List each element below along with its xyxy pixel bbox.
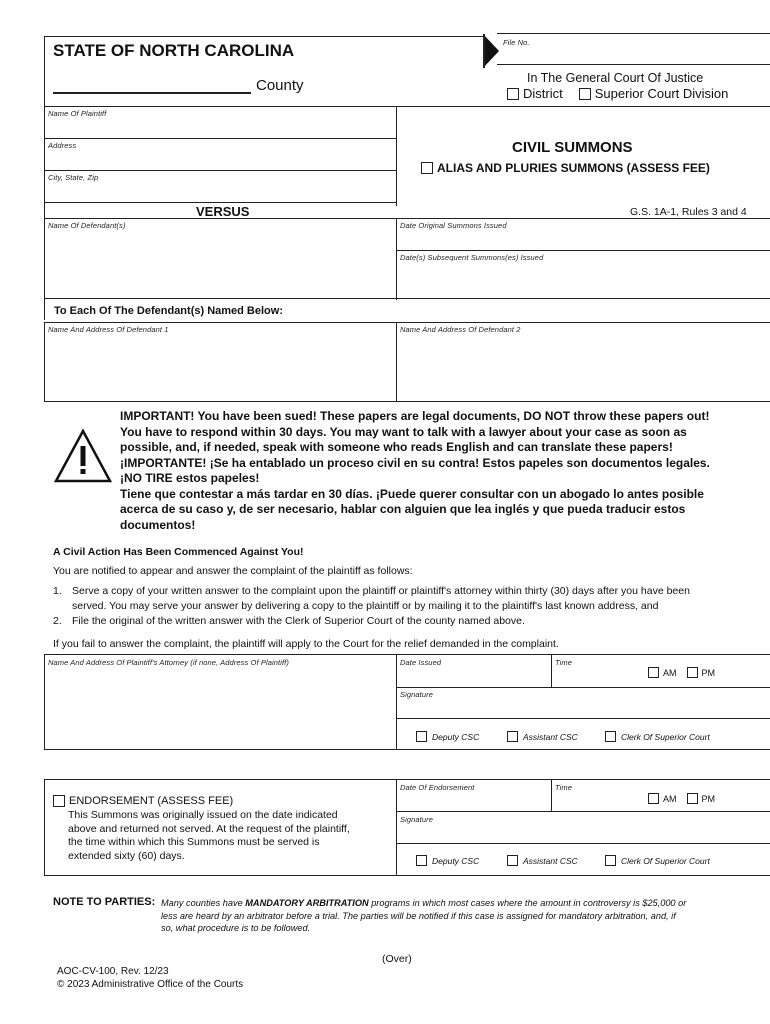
endorsement-assistant-checkbox[interactable] (507, 855, 518, 866)
gs-rule: G.S. 1A-1, Rules 3 and 4 (630, 206, 747, 218)
over-label: (Over) (382, 953, 412, 965)
pm-checkbox[interactable] (687, 667, 698, 678)
important-es-5: documentos! (120, 517, 196, 532)
endorsement-line-4: extended sixty (60) days. (68, 849, 185, 862)
county-blank-line[interactable] (53, 92, 251, 94)
district-label: District (523, 86, 563, 101)
pm-label: PM (701, 667, 715, 678)
court-title: In The General Court Of Justice (527, 71, 704, 85)
form-number: AOC-CV-100, Rev. 12/23 (57, 966, 169, 977)
superior-checkbox[interactable] (579, 88, 591, 100)
time-label: Time (555, 658, 573, 667)
endorsement-line-3: the time within which this Summons must be served is (68, 836, 320, 848)
district-checkbox[interactable] (507, 88, 519, 100)
item2-text: File the original of the written answer with the Clerk of Superior Court of the county named above. (72, 615, 525, 627)
address-label: Address (48, 141, 77, 150)
defendants-heading: To Each Of The Defendant(s) Named Below: (54, 305, 283, 317)
action-heading: A Civil Action Has Been Commenced Against You! (53, 546, 304, 558)
defendant1-label: Name And Address Of Defendant 1 (48, 325, 169, 334)
endorsement-deputy-checkbox[interactable] (416, 855, 427, 866)
am-label: AM (663, 667, 677, 678)
endorsement-assistant-label: Assistant CSC (523, 855, 578, 866)
note-line-2: less are heard by an arbitrator before a trial. The parties will be notified if this case is assigned for mandatory arbitration, and, if (161, 910, 676, 921)
important-en-1: IMPORTANT! You have been sued! These papers are legal documents, DO NOT throw these papers out! (120, 409, 710, 423)
endorsement-line-2: above and returned not served. At the request of the plaintiff, (68, 822, 350, 835)
mandatory-arbitration-text: MANDATORY ARBITRATION (245, 898, 369, 908)
warning-icon (53, 428, 113, 484)
alias-checkbox[interactable] (421, 162, 433, 174)
versus-label: VERSUS (196, 204, 250, 219)
important-en-2: You have to respond within 30 days. You may want to talk with a lawyer about your case as soon as (120, 424, 687, 439)
am-checkbox[interactable] (648, 667, 659, 678)
note-line-1a: Many counties have (161, 898, 246, 908)
note-label: NOTE TO PARTIES: (53, 896, 156, 908)
endorsement-deputy-label: Deputy CSC (432, 855, 480, 866)
date-subsequent-label: Date(s) Subsequent Summons(es) Issued (400, 253, 544, 262)
county-label: County (256, 77, 304, 94)
endorsement-time-label: Time (555, 783, 573, 792)
plaintiff-name-label: Name Of Plaintiff (48, 109, 107, 118)
date-original-label: Date Original Summons Issued (400, 221, 507, 230)
important-es-4: acerca de su caso y, de ser necesario, hablar con alguien que lea inglés y que pueda traducir estos (120, 502, 686, 516)
superior-label: Superior Court Division (594, 86, 729, 101)
date-issued-label: Date Issued (400, 658, 442, 667)
clerk-checkbox[interactable] (605, 731, 616, 742)
endorsement-checkbox[interactable] (53, 795, 65, 807)
note-line-3: so, what procedure is to be followed. (161, 923, 311, 933)
endorsement-line-1: This Summons was originally issued on the date indicated (68, 809, 338, 821)
copyright: © 2023 Administrative Office of the Courts (57, 979, 244, 990)
endorsement-signature-label: Signature (400, 815, 434, 824)
endorsement-clerk-checkbox[interactable] (605, 855, 616, 866)
endorsement-date-label: Date Of Endorsement (400, 783, 475, 792)
endorsement-pm-label: PM (701, 793, 715, 804)
endorsement-clerk-label: Clerk Of Superior Court (621, 855, 710, 866)
important-es-2: ¡NO TIRE estos papeles! (120, 471, 260, 485)
item1-line2: served. You may serve your answer by delivering a copy to the plaintiff or by mailing it to the plaintiff's last known address, and (72, 600, 659, 612)
assistant-csc-checkbox[interactable] (507, 731, 518, 742)
deputy-csc-checkbox[interactable] (416, 731, 427, 742)
important-en-3: possible, and, if needed, speak with someone who reads English and can translate these papers! (120, 440, 673, 454)
defendant2-label: Name And Address Of Defendant 2 (400, 325, 521, 334)
important-es-1: ¡IMPORTANTE! ¡Se ha entablado un proceso civil en su contra! Estos papeles son documentos legales. (120, 455, 710, 470)
endorsement-am-label: AM (663, 793, 677, 804)
deputy-csc-label: Deputy CSC (432, 731, 480, 742)
signature-label: Signature (400, 690, 434, 699)
file-no-label: File No. (503, 38, 530, 47)
city-label: City, State, Zip (48, 173, 99, 182)
attorney-label: Name And Address Of Plaintiff's Attorney (if none, Address Of Plaintiff) (48, 658, 289, 667)
assistant-csc-label: Assistant CSC (523, 731, 578, 742)
notified-text: You are notified to appear and answer the complaint of the plaintiff as follows: (53, 565, 413, 577)
civil-summons-title: CIVIL SUMMONS (512, 139, 633, 156)
endorsement-pm-checkbox[interactable] (687, 793, 698, 804)
endorsement-title: ENDORSEMENT (ASSESS FEE) (69, 795, 234, 807)
file-no-arrow-icon (483, 34, 499, 68)
item1-line1: Serve a copy of your written answer to the complaint upon the plaintiff or plaintiff's attorney within thirty (30) days after you have been (72, 585, 690, 597)
important-es-3: Tiene que contestar a más tardar en 30 días. ¡Puede querer consultar con un abogado lo antes posible (120, 486, 704, 501)
note-line-1 (161, 897, 761, 910)
fail-text: If you fail to answer the complaint, the plaintiff will apply to the Court for the relief demanded in the complaint. (53, 638, 559, 650)
state-title: STATE OF NORTH CAROLINA (53, 41, 295, 60)
defendant-name-label: Name Of Defendant(s) (48, 221, 126, 230)
item1-num: 1. (53, 585, 62, 597)
alias-label: ALIAS AND PLURIES SUMMONS (ASSESS FEE) (437, 161, 710, 175)
item2-num: 2. (53, 615, 62, 627)
endorsement-am-checkbox[interactable] (648, 793, 659, 804)
file-no-field[interactable] (497, 64, 770, 65)
clerk-label: Clerk Of Superior Court (621, 731, 710, 742)
note-line-1c: programs in which most cases where the amount in controversy is $25,000 or (368, 898, 687, 908)
